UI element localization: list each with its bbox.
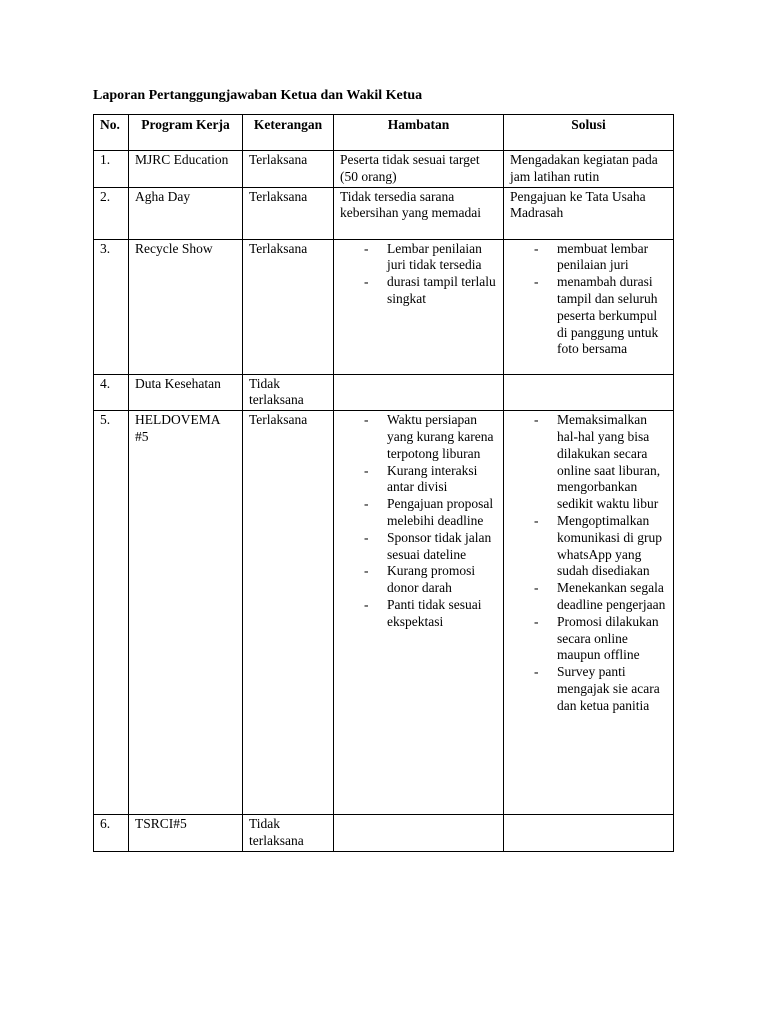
table-row: [94, 151, 674, 188]
solusi-list: [510, 241, 667, 359]
list-item: - Mengoptimalkan komunikasi di grup whatsApp yang sudah disediakan: [510, 513, 667, 580]
table-row: [94, 815, 674, 852]
row-number: 6.: [94, 815, 129, 852]
list-item: - Promosi dilakukan secara online maupun offline: [510, 614, 667, 664]
list-item: - Lembar penilaian juri tidak tersedia: [340, 241, 497, 275]
header-keterangan: Keterangan: [243, 115, 334, 151]
keterangan-cell: Tidak terlaksana: [243, 374, 334, 411]
hambatan-cell: [334, 815, 504, 852]
list-item: - Menekankan segala deadline pengerjaan: [510, 580, 667, 614]
program-kerja-cell: TSRCI#5: [129, 815, 243, 852]
program-kerja-cell: Agha Day: [129, 187, 243, 239]
row-number: 4.: [94, 374, 129, 411]
document-title: Laporan Pertanggungjawaban Ketua dan Wakil Ketua: [93, 88, 423, 103]
list-item: - Kurang interaksi antar divisi: [340, 463, 497, 497]
table-row: [94, 374, 674, 411]
keterangan-cell: Tidak terlaksana: [243, 815, 334, 852]
program-kerja-cell: Duta Kesehatan: [129, 374, 243, 411]
hambatan-cell: [334, 239, 504, 374]
list-item: - Kurang promosi donor darah: [340, 563, 497, 597]
row-number: 1.: [94, 151, 129, 188]
list-item: - Panti tidak sesuai ekspektasi: [340, 597, 497, 631]
row-number: 3.: [94, 239, 129, 374]
table-row: [94, 187, 674, 239]
list-item: - Survey panti mengajak sie acara dan ketua panitia: [510, 664, 667, 714]
solusi-cell: Pengajuan ke Tata Usaha Madrasah: [504, 187, 674, 239]
table-row: [94, 411, 674, 815]
list-item: - menambah durasi tampil dan seluruh peserta berkumpul di panggung untuk foto bersama: [510, 274, 667, 358]
hambatan-cell: Peserta tidak sesuai target (50 orang): [334, 151, 504, 188]
solusi-cell: [504, 815, 674, 852]
program-kerja-cell: HELDOVEMA #5: [129, 411, 243, 815]
keterangan-cell: Terlaksana: [243, 187, 334, 239]
solusi-cell: Mengadakan kegiatan pada jam latihan rutin: [504, 151, 674, 188]
list-item: - Sponsor tidak jalan sesuai dateline: [340, 530, 497, 564]
list-item: - durasi tampil terlalu singkat: [340, 274, 497, 308]
solusi-list: [510, 412, 667, 714]
keterangan-cell: Terlaksana: [243, 151, 334, 188]
solusi-cell: [504, 411, 674, 815]
hambatan-cell: Tidak tersedia sarana kebersihan yang memadai: [334, 187, 504, 239]
row-number: 2.: [94, 187, 129, 239]
program-kerja-cell: MJRC Education: [129, 151, 243, 188]
keterangan-cell: Terlaksana: [243, 411, 334, 815]
hambatan-list: [340, 412, 497, 630]
hambatan-cell: [334, 411, 504, 815]
table-row: [94, 239, 674, 374]
list-item: - Memaksimalkan hal-hal yang bisa dilakukan secara online saat liburan, mengorbankan sedikit waktu libur: [510, 412, 667, 513]
hambatan-cell: [334, 374, 504, 411]
list-item: - Waktu persiapan yang kurang karena terpotong liburan: [340, 412, 497, 462]
row-number: 5.: [94, 411, 129, 815]
header-no: No.: [94, 115, 129, 151]
list-item: - Pengajuan proposal melebihi deadline: [340, 496, 497, 530]
header-hambatan: Hambatan: [334, 115, 504, 151]
keterangan-cell: Terlaksana: [243, 239, 334, 374]
solusi-cell: [504, 239, 674, 374]
list-item: - membuat lembar penilaian juri: [510, 241, 667, 275]
solusi-cell: [504, 374, 674, 411]
report-table: [93, 114, 674, 852]
header-program-kerja: Program Kerja: [129, 115, 243, 151]
hambatan-list: [340, 241, 497, 308]
program-kerja-cell: Recycle Show: [129, 239, 243, 374]
table-header-row: [94, 115, 674, 151]
header-solusi: Solusi: [504, 115, 674, 151]
